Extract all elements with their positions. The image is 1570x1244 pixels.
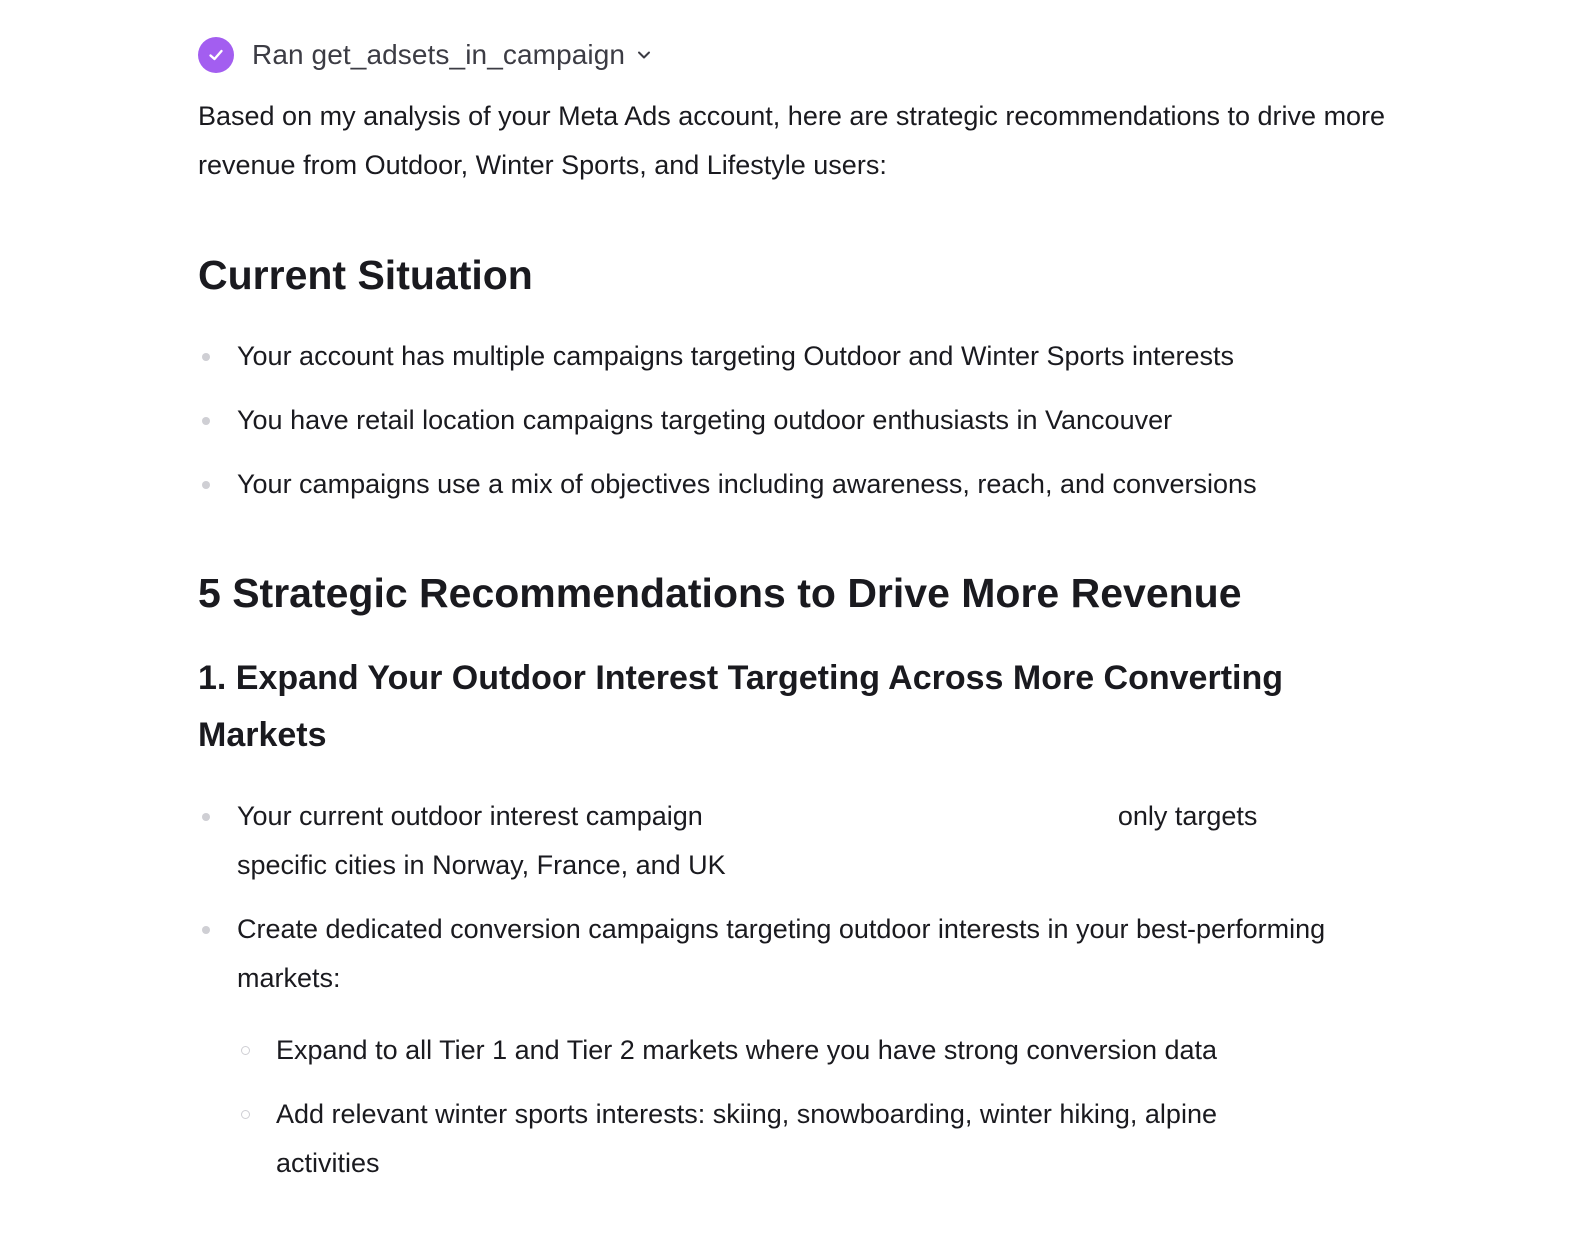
- list-item: [198, 332, 1398, 381]
- tool-call-toggle[interactable]: [198, 36, 651, 74]
- bullet-ring: [241, 1046, 250, 1055]
- intro-paragraph: Based on my analysis of your Meta Ads account, here are strategic recommendations to drive more revenue from Outdoor, Winter Sports, and Lifestyle users:: [198, 101, 1386, 180]
- sub-list-item: [237, 1090, 1276, 1188]
- chevron-down-icon[interactable]: [637, 50, 651, 60]
- list-item: [198, 792, 1297, 890]
- bullet-dot: [202, 813, 210, 821]
- recommendation-1-list: [198, 792, 1398, 1003]
- list-item-text-end: only targets specific cities in Norway, France, and UK: [237, 801, 1258, 880]
- bottom-fade: [0, 1180, 1570, 1244]
- subsection-heading-1: 1. Expand Your Outdoor Interest Targeting Across More Converting Markets: [198, 659, 1283, 754]
- sub-list-item-text: Add relevant winter sports interests: skiing, snowboarding, winter hiking, alpine activities: [276, 1099, 1217, 1178]
- list-item-text: Create dedicated conversion campaigns targeting outdoor interests in your best-performing markets:: [237, 914, 1326, 993]
- list-item: [198, 905, 1398, 1003]
- list-item-text: Your campaigns use a mix of objectives including awareness, reach, and conversions: [237, 469, 1257, 499]
- redacted-campaign-name: [710, 803, 1110, 833]
- sub-list-item-text: Expand to all Tier 1 and Tier 2 markets where you have strong conversion data: [276, 1035, 1218, 1065]
- bullet-ring: [241, 1110, 250, 1119]
- bullet-dot: [202, 417, 210, 425]
- bullet-dot: [202, 926, 210, 934]
- section-heading-recommendations: 5 Strategic Recommendations to Drive More Revenue: [198, 570, 1242, 616]
- section-heading-current-situation: Current Situation: [198, 252, 533, 298]
- bullet-dot: [202, 481, 210, 489]
- list-item-text: You have retail location campaigns targeting outdoor enthusiasts in Vancouver: [237, 405, 1173, 435]
- sub-list-item: [237, 1026, 1357, 1075]
- list-item: [198, 460, 1398, 509]
- current-situation-list: [198, 332, 1398, 509]
- list-item: [198, 396, 1398, 445]
- recommendation-1-sublist: [237, 1026, 1357, 1188]
- tool-call-label: Ran get_adsets_in_campaign: [252, 39, 626, 70]
- check-circle-icon: [198, 37, 234, 73]
- list-item-text-start: Your current outdoor interest campaign: [237, 801, 703, 831]
- bullet-dot: [202, 353, 210, 361]
- list-item-text: Your account has multiple campaigns targeting Outdoor and Winter Sports interests: [237, 341, 1235, 371]
